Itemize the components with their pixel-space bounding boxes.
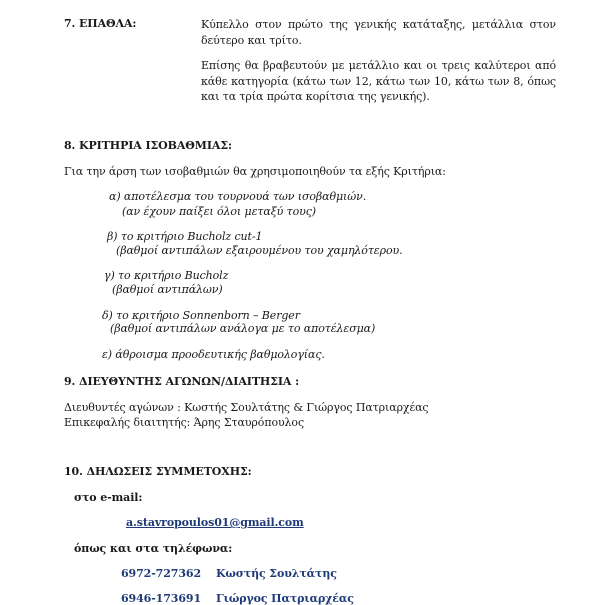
criterion-a: α) αποτέλεσμα του τουρνουά των ισοβαθμιών. <box>109 190 367 203</box>
tournament-directors: Διευθυντές αγώνων : Κωστής Σουλτάτης & Γιώργος Πατριαρχέας <box>64 401 429 414</box>
phones-label: όπως και στα τηλέφωνα: <box>74 542 233 555</box>
phone-row-2 <box>121 592 354 605</box>
phone-contact-name: Κωστής Σουλτάτης <box>215 567 337 580</box>
entries-heading: 10. ΔΗΛΩΣΕΙΣ ΣΥΜΜΕΤΟΧΗΣ: <box>64 465 252 478</box>
tiebreak-heading: 8. ΚΡΙΤΗΡΙΑ ΙΣΟΒΑΘΜΙΑΣ: <box>64 139 232 152</box>
phone-number[interactable]: 6972-727362 <box>121 567 202 580</box>
criterion-d-note: (βαθμοί αντιπάλων ανάλογα με το αποτέλεσμα) <box>110 322 376 335</box>
tiebreak-intro: Για την άρση των ισοβαθμιών θα χρησιμοποιηθούν τα εξής Κριτήρια: <box>64 165 446 178</box>
awards-paragraph-1: Κύπελλο στον πρώτο της γενικής κατάταξης, μετάλλια στον δεύτερο και τρίτο. <box>201 18 556 47</box>
criterion-a-note: (αν έχουν παίξει όλοι μεταξύ τους) <box>122 205 316 218</box>
criterion-c: γ) το κριτήριο Bucholz <box>104 269 229 282</box>
criterion-c-note: (βαθμοί αντιπάλων) <box>112 283 223 296</box>
awards-paragraph-2: Επίσης θα βραβευτούν με μετάλλιο και οι τρεις καλύτεροι από κάθε κατηγορία (κάτω των 12, κάτω των 10, κάτω των 8, όπως και τα τρία πρώτα κορίτσια της γενικής). <box>201 59 556 103</box>
criterion-e: ε) άθροισμα προοδευτικής βαθμολογίας. <box>102 348 325 361</box>
email-label: στο e-mail: <box>74 491 143 504</box>
awards-heading: 7. ΕΠΑΘΛΑ: <box>64 17 137 30</box>
email-link[interactable]: a.stavropoulos01@gmail.com <box>126 516 304 529</box>
criterion-b: β) το κριτήριο Bucholz cut-1 <box>107 230 263 243</box>
chief-arbiter: Επικεφαλής διαιτητής: Άρης Σταυρόπουλος <box>64 416 305 429</box>
directors-heading: 9. ΔΙΕΥΘΥΝΤΗΣ ΑΓΩΝΩΝ/ΔΙΑΙΤΗΣΙΑ : <box>64 375 300 388</box>
phone-contact-name: Γιώργος Πατριαρχέας <box>215 592 354 605</box>
phone-number[interactable]: 6946-173691 <box>121 592 202 605</box>
phone-row-1 <box>121 567 337 580</box>
criterion-b-note: (βαθμοί αντιπάλων εξαιρουμένου του χαμηλότερου. <box>116 244 403 257</box>
criterion-d: δ) το κριτήριο Sonnenborn – Berger <box>102 309 300 322</box>
